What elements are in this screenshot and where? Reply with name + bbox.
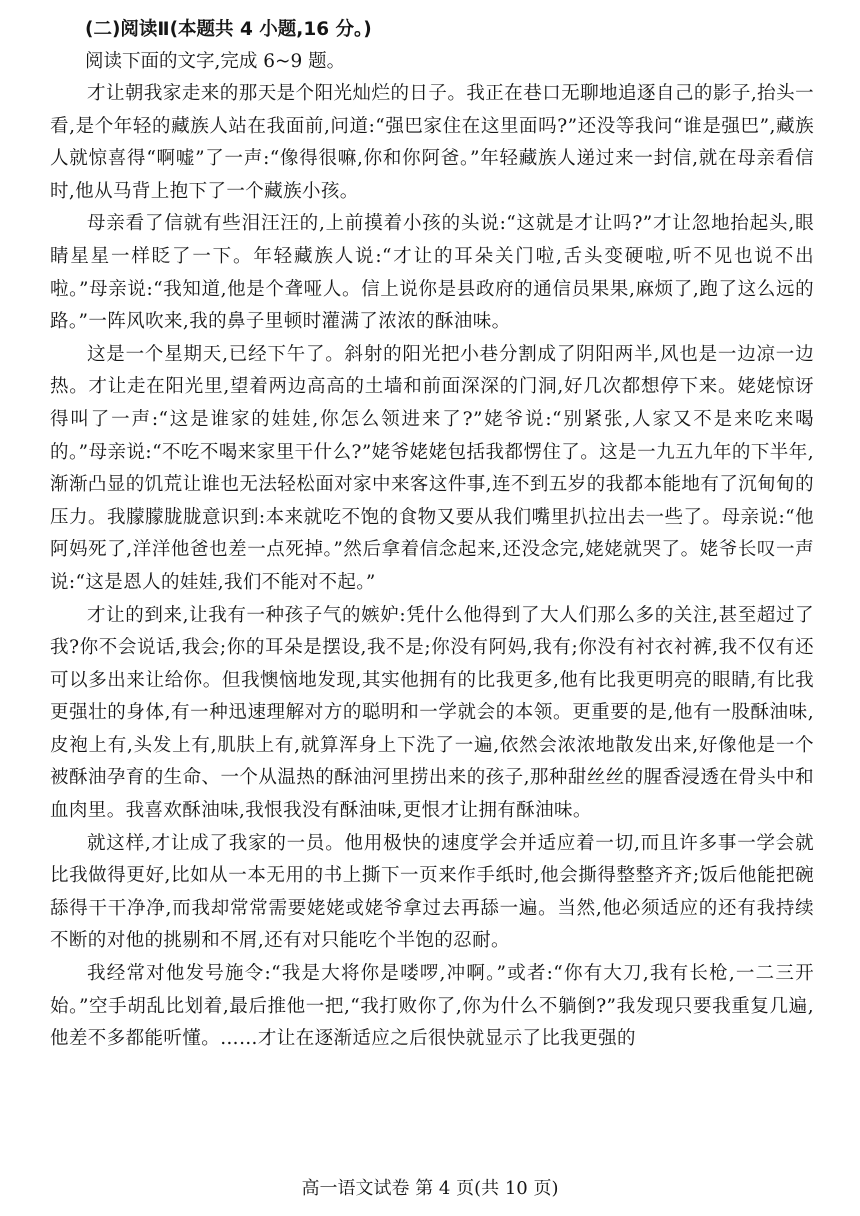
passage-paragraph-4: 才让的到来,让我有一种孩子气的嫉妒:凭什么他得到了大人们那么多的关注,甚至超过了我?你不会说话,我会;你的耳朵是摆设,我不是;你没有阿妈,我有;你没有衬衣衬裤,我不仅有还可以多出来让给你。但我懊恼地发现,其实他拥有的比我更多,他有比我更明亮的眼睛,有比我更强壮的身体,有一种迅速理解对方的聪明和一学就会的本领。更重要的是,他有一股酥油味,皮袍上有,头发上有,肌肤上有,就算浑身上下洗了一遍,依然会浓浓地散发出来,好像他是一个被酥油孕育的生命、一个从温热的酥油河里捞出来的孩子,那种甜丝丝的腥香浸透在骨头中和血肉里。我喜欢酥油味,我恨我没有酥油味,更恨才让拥有酥油味。 <box>50 604 814 822</box>
passage-paragraph-2: 母亲看了信就有些泪汪汪的,上前摸着小孩的头说:“这就是才让吗?”才让忽地抬起头,眼睛星星一样眨了一下。年轻藏族人说:“才让的耳朵关门啦,舌头变硬啦,听不见也说不出啦。”母亲说:“我知道,他是个聋哑人。信上说你是县政府的通信员果果,麻烦了,跑了这么远的路。”一阵风吹来,我的鼻子里顿时灌满了浓浓的酥油味。 <box>50 213 814 333</box>
passage-paragraph-5: 就这样,才让成了我家的一员。他用极快的速度学会并适应着一切,而且许多事一学会就比我做得更好,比如从一本无用的书上撕下一页来作手纸时,他会撕得整整齐齐;饭后他能把碗舔得干干净净,而我却常常需要姥姥或姥爷拿过去再舔一遍。当然,他必须适应的还有我持续不断的对他的挑剔和不屑,还有对只能吃个半饱的忍耐。 <box>50 832 814 952</box>
section-heading: (二)阅读Ⅱ(本题共 4 小题,16 分。) <box>85 19 372 40</box>
passage-paragraph-1: 才让朝我家走来的那天是个阳光灿烂的日子。我正在巷口无聊地追逐自己的影子,抬头一看,是个年轻的藏族人站在我面前,问道:“强巴家住在这里面吗?”还没等我问“谁是强巴”,藏族人就惊喜得“啊嘘”了一声:“像得很嘛,你和你阿爸。”年轻藏族人递过来一封信,就在母亲看信时,他从马背上抱下了一个藏族小孩。 <box>50 83 814 202</box>
page-footer: 高一语文试卷 第 4 页(共 10 页) <box>301 1178 559 1199</box>
passage-paragraph-3: 这是一个星期天,已经下午了。斜射的阳光把小巷分割成了阴阳两半,风也是一边凉一边热。才让走在阳光里,望着两边高高的土墙和前面深深的门洞,好几次都想停下来。姥姥惊讶得叫了一声:“这是谁家的娃娃,你怎么领进来了?”姥爷说:“别紧张,人家又不是来吃来喝的。”母亲说:“不吃不喝来家里干什么?”姥爷姥姥包括我都愣住了。这是一九五九年的下半年,渐渐凸显的饥荒让谁也无法轻松面对家中来客这件事,连不到五岁的我都本能地有了沉甸甸的压力。我朦朦胧胧意识到:本来就吃不饱的食物又要从我们嘴里扒拉出去一些了。母亲说:“他阿妈死了,洋洋他爸也差一点死掉。”然后拿着信念起来,还没念完,姥姥就哭了。姥爷长叹一声说:“这是恩人的娃娃,我们不能对不起。” <box>50 343 814 593</box>
passage-paragraph-6: 我经常对他发号施令:“我是大将你是喽啰,冲啊。”或者:“你有大刀,我有长枪,一二三开始。”空手胡乱比划着,最后推他一把,“我打败你了,你为什么不躺倒?”我发现只要我重复几遍,他差不多都能听懂。……才让在逐渐适应之后很快就显示了比我更强的 <box>50 963 814 1050</box>
reading-instruction: 阅读下面的文字,完成 6~9 题。 <box>85 51 346 72</box>
